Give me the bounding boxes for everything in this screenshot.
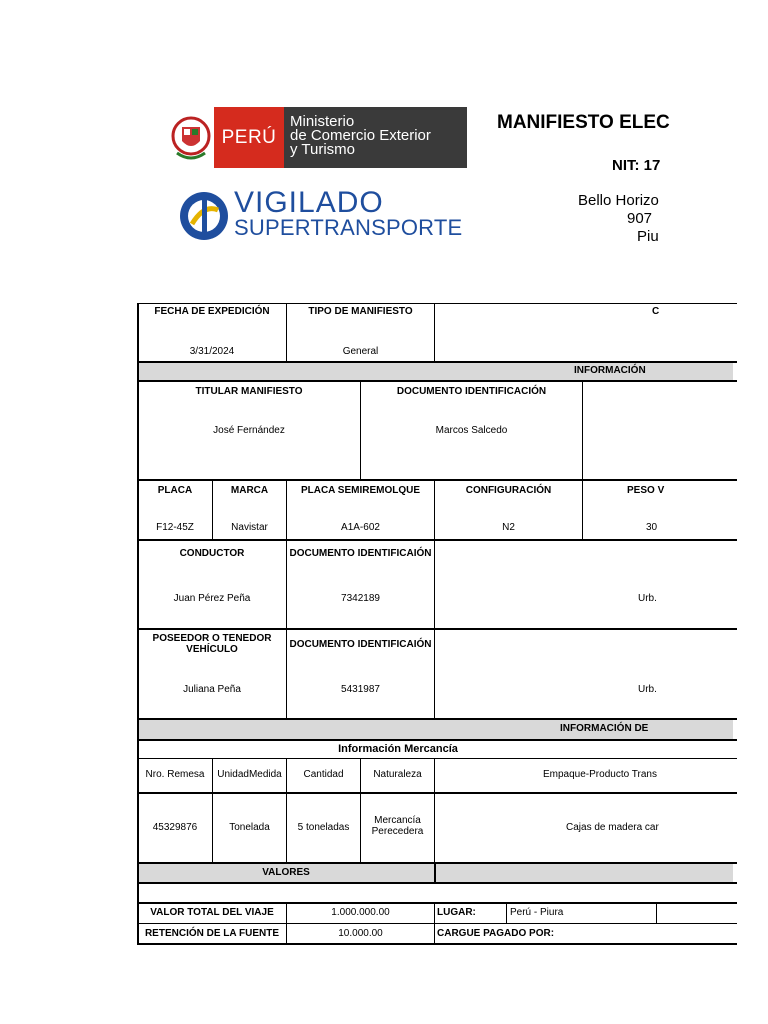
placa-label: PLACA	[157, 485, 193, 496]
semi-label: PLACA SEMIREMOLQUE	[300, 485, 421, 496]
merc-header-naturaleza: Naturaleza	[373, 769, 422, 780]
conductor-doc-value: 7342189	[341, 593, 380, 604]
valor-total-value: 1.000.000.00	[331, 907, 390, 918]
conductor-label: CONDUCTOR	[179, 548, 245, 559]
tipo-label: TIPO DE MANIFIESTO	[308, 306, 413, 317]
merc-value-cantidad: 5 toneladas	[297, 822, 350, 833]
ministry-name: Ministerio de Comercio Exterior y Turismo	[284, 107, 467, 168]
conductor-doc-label: DOCUMENTO IDENTIFICAIÓN	[289, 548, 432, 559]
poseedor-label: POSEEDOR O TENEDOR VEHÍCULO	[152, 633, 272, 655]
merc-value-empaque: Cajas de madera car	[566, 822, 659, 833]
document-title: MANIFIESTO ELEC	[497, 112, 670, 133]
valor-total-label: VALOR TOTAL DEL VIAJE	[150, 907, 274, 918]
lugar-label: LUGAR:	[437, 907, 476, 918]
titular-doc-label: DOCUMENTO IDENTIFICACIÓN	[396, 386, 547, 397]
merc-value-unidad: Tonelada	[229, 822, 270, 833]
semi-value: A1A-602	[341, 522, 380, 533]
address-line-2: 907	[627, 210, 653, 227]
lugar-value: Perú - Piura	[510, 907, 564, 918]
poseedor-doc-value: 5431987	[341, 684, 380, 695]
address-line-1: Bello Horizo	[578, 192, 659, 209]
merc-header-cantidad: Cantidad	[303, 769, 344, 780]
merc-header-unidad: UnidadMedida	[217, 769, 282, 780]
marca-label: MARCA	[230, 485, 269, 496]
merc-header-empaque: Empaque-Producto Trans	[543, 769, 657, 780]
titular-label: TITULAR MANIFIESTO	[195, 386, 303, 397]
config-label: CONFIGURACIÓN	[465, 485, 552, 496]
poseedor-doc-label: DOCUMENTO IDENTIFICAIÓN	[289, 639, 432, 650]
peso-label: PESO V	[627, 485, 665, 496]
valores-title: VALORES	[262, 867, 310, 878]
section-info2-title: INFORMACIÓN DE	[560, 723, 649, 734]
vigilado-text: VIGILADO	[234, 186, 384, 219]
tipo-value: General	[342, 346, 379, 357]
cargue-label: CARGUE PAGADO POR:	[437, 928, 555, 939]
conductor-value: Juan Pérez Peña	[173, 593, 251, 604]
peso-value: 30	[646, 522, 658, 533]
titular-doc-value: Marcos Salcedo	[435, 425, 508, 436]
retencion-value: 10.000.00	[338, 928, 383, 939]
poseedor-value: Juliana Peña	[183, 684, 241, 695]
merc-value-naturaleza: Mercancía Perecedera	[371, 815, 424, 837]
mercancia-title: Información Mercancía	[338, 743, 458, 755]
conductor-addr: Urb.	[638, 593, 657, 604]
config-value: N2	[502, 522, 515, 533]
titular-value: José Fernández	[213, 425, 285, 436]
third-label: C	[652, 306, 660, 317]
section-info-title: INFORMACIÓN	[574, 365, 646, 376]
peru-label: PERÚ	[214, 107, 284, 168]
merc-value-remesa: 45329876	[152, 822, 198, 833]
poseedor-addr: Urb.	[638, 684, 657, 695]
nit-label: NIT: 17	[612, 157, 661, 174]
address-line-3: Piu	[637, 228, 659, 245]
retencion-label: RETENCIÓN DE LA FUENTE	[144, 928, 280, 939]
fecha-value: 3/31/2024	[189, 346, 235, 357]
merc-header-remesa: Nro. Remesa	[145, 769, 205, 780]
placa-value: F12-45Z	[156, 522, 194, 533]
supertransporte-text: SUPERTRANSPORTE	[234, 215, 463, 240]
marca-value: Navistar	[231, 522, 268, 533]
fecha-label: FECHA DE EXPEDICIÓN	[154, 306, 270, 317]
